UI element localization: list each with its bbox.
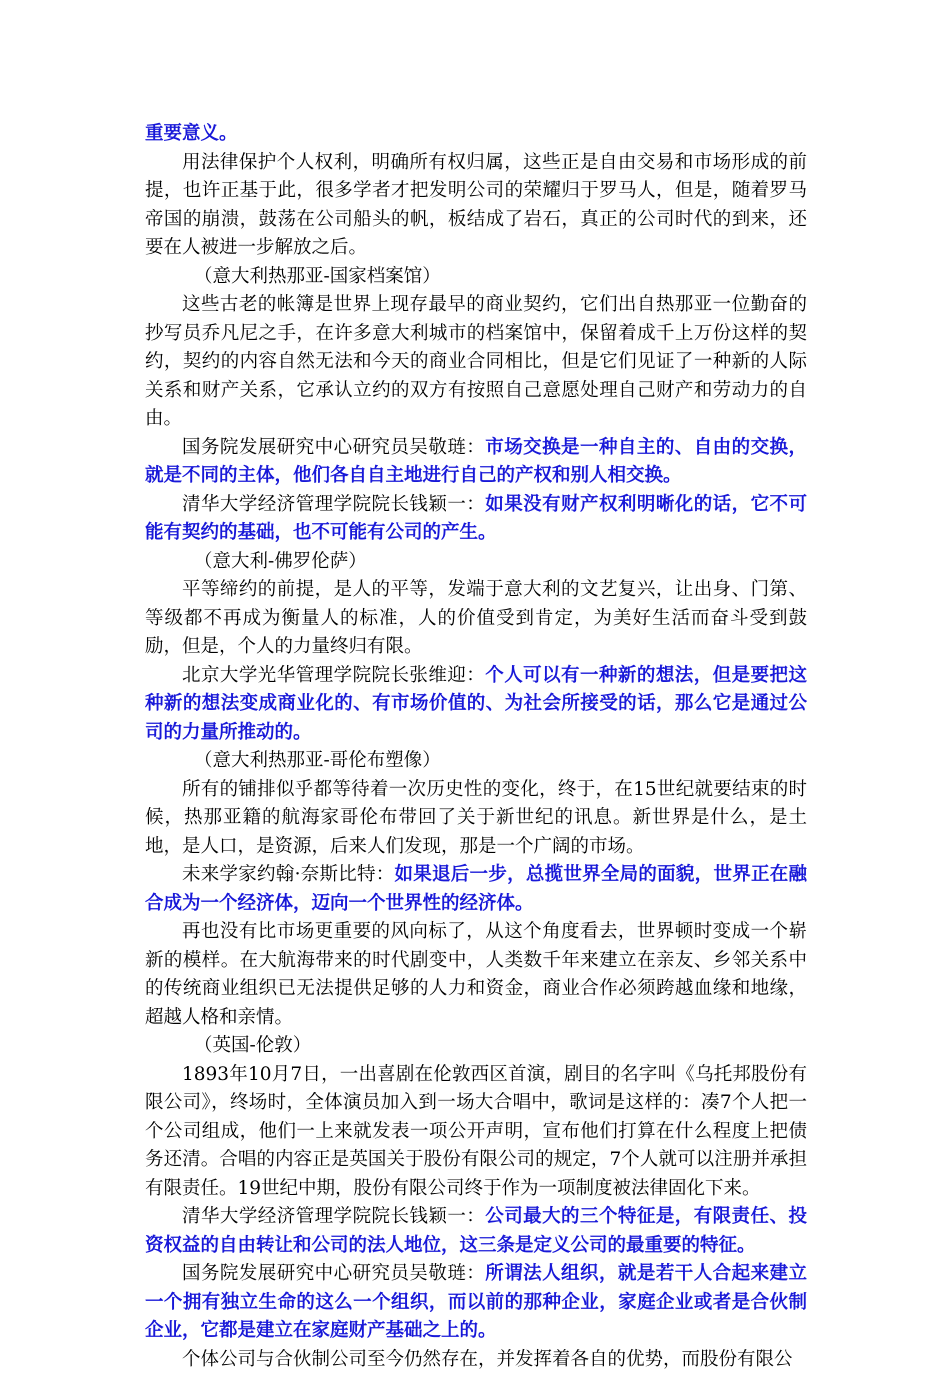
quote-continuation: [145, 120, 807, 149]
paragraph: 平等缔约的前提，是人的平等，发端于意大利的文艺复兴，让出身、门第、等级都不再成为衡量人的标准，人的价值受到肯定，为美好生活而奋斗受到鼓励，但是，个人的力量终归有限。: [145, 576, 807, 662]
quote-text: 市场交换是一种自主的、自由的交换，就是不同的主体，他们各自自主地进行自己的产权和别人相交换。: [145, 437, 807, 487]
quote-text: 如果退后一步，总揽世界全局的面貌，世界正在融合成为一个经济体，迈向一个世界性的经济体。: [145, 864, 807, 914]
interview-quote: [145, 434, 807, 491]
paragraph: 这些古老的帐簿是世界上现存最早的商业契约，它们出自热那亚一位勤奋的抄写员乔凡尼之手，在许多意大利城市的档案馆中，保留着成千上万份这样的契约，契约的内容自然无法和今天的商业合同相比，但是它们见证了一种新的人际关系和财产关系，它承认立约的双方有按照自己意愿处理自己财产和劳动力的自由。: [145, 291, 807, 434]
interview-quote: [145, 662, 807, 748]
quote-text: 如果没有财产权利明晰化的话，它不可能有契约的基础，也不可能有公司的产生。: [145, 494, 807, 544]
speaker: 国务院发展研究中心研究员吴敬琏：: [182, 437, 485, 458]
speaker: 北京大学光华管理学院院长张维迎：: [182, 665, 485, 686]
paragraph: 所有的铺排似乎都等待着一次历史性的变化，终于，在15世纪就要结束的时候，热那亚籍的航海家哥伦布带回了关于新世纪的讯息。新世界是什么，是土地，是人口，是资源，后来人们发现，那是一个广阔的市场。: [145, 776, 807, 862]
speaker: 国务院发展研究中心研究员吴敬琏：: [182, 1263, 485, 1284]
quote-text: 所谓法人组织，就是若干人合起来建立一个拥有独立生命的这么一个组织，而以前的那种企业，家庭企业或者是合伙制企业，它都是建立在家庭财产基础之上的。: [145, 1263, 807, 1341]
quote-text: 重要意义。: [145, 123, 238, 144]
interview-quote: [145, 491, 807, 548]
quote-text: 公司最大的三个特征是，有限责任、投资权益的自由转让和公司的法人地位，这三条是定义公司的最重要的特征。: [145, 1206, 807, 1256]
location-caption: （意大利热那亚-哥伦布塑像）: [145, 747, 807, 776]
paragraph: 1893年10月7日，一出喜剧在伦敦西区首演，剧目的名字叫《乌托邦股份有限公司》，终场时，全体演员加入到一场大合唱中，歌词是这样的：凑7个人把一个公司组成，他们一上来就发表一项公开声明，宣布他们打算在什么程度上把债务还清。合唱的内容正是英国关于股份有限公司的规定，7个人就可以注册并承担有限责任。19世纪中期，股份有限公司终于作为一项制度被法律固化下来。: [145, 1061, 807, 1204]
paragraph: 再也没有比市场更重要的风向标了，从这个角度看去，世界顿时变成一个崭新的模样。在大航海带来的时代剧变中，人类数千年来建立在亲友、乡邻关系中的传统商业组织已无法提供足够的人力和资金，商业合作必须跨越血缘和地缘，超越人格和亲情。: [145, 918, 807, 1032]
interview-quote: [145, 861, 807, 918]
speaker: 未来学家约翰·奈斯比特：: [182, 864, 395, 885]
interview-quote: [145, 1260, 807, 1346]
paragraph: 个体公司与合伙制公司至今仍然存在，并发挥着各自的优势，而股份有限公: [145, 1346, 807, 1374]
paragraph: 用法律保护个人权利，明确所有权归属，这些正是自由交易和市场形成的前提，也许正基于此，很多学者才把发明公司的荣耀归于罗马人，但是，随着罗马帝国的崩溃，鼓荡在公司船头的帆，板结成了岩石，真正的公司时代的到来，还要在人被进一步解放之后。: [145, 149, 807, 263]
quote-text: 个人可以有一种新的想法，但是要把这种新的想法变成商业化的、有市场价值的、为社会所接受的话，那么它是通过公司的力量所推动的。: [145, 665, 807, 743]
location-caption: （意大利热那亚-国家档案馆）: [145, 263, 807, 292]
speaker: 清华大学经济管理学院院长钱颖一：: [182, 1206, 485, 1227]
speaker: 清华大学经济管理学院院长钱颖一：: [182, 494, 485, 515]
document-page: [145, 120, 807, 1374]
interview-quote: [145, 1203, 807, 1260]
location-caption: （英国-伦敦）: [145, 1032, 807, 1061]
location-caption: （意大利-佛罗伦萨）: [145, 548, 807, 577]
